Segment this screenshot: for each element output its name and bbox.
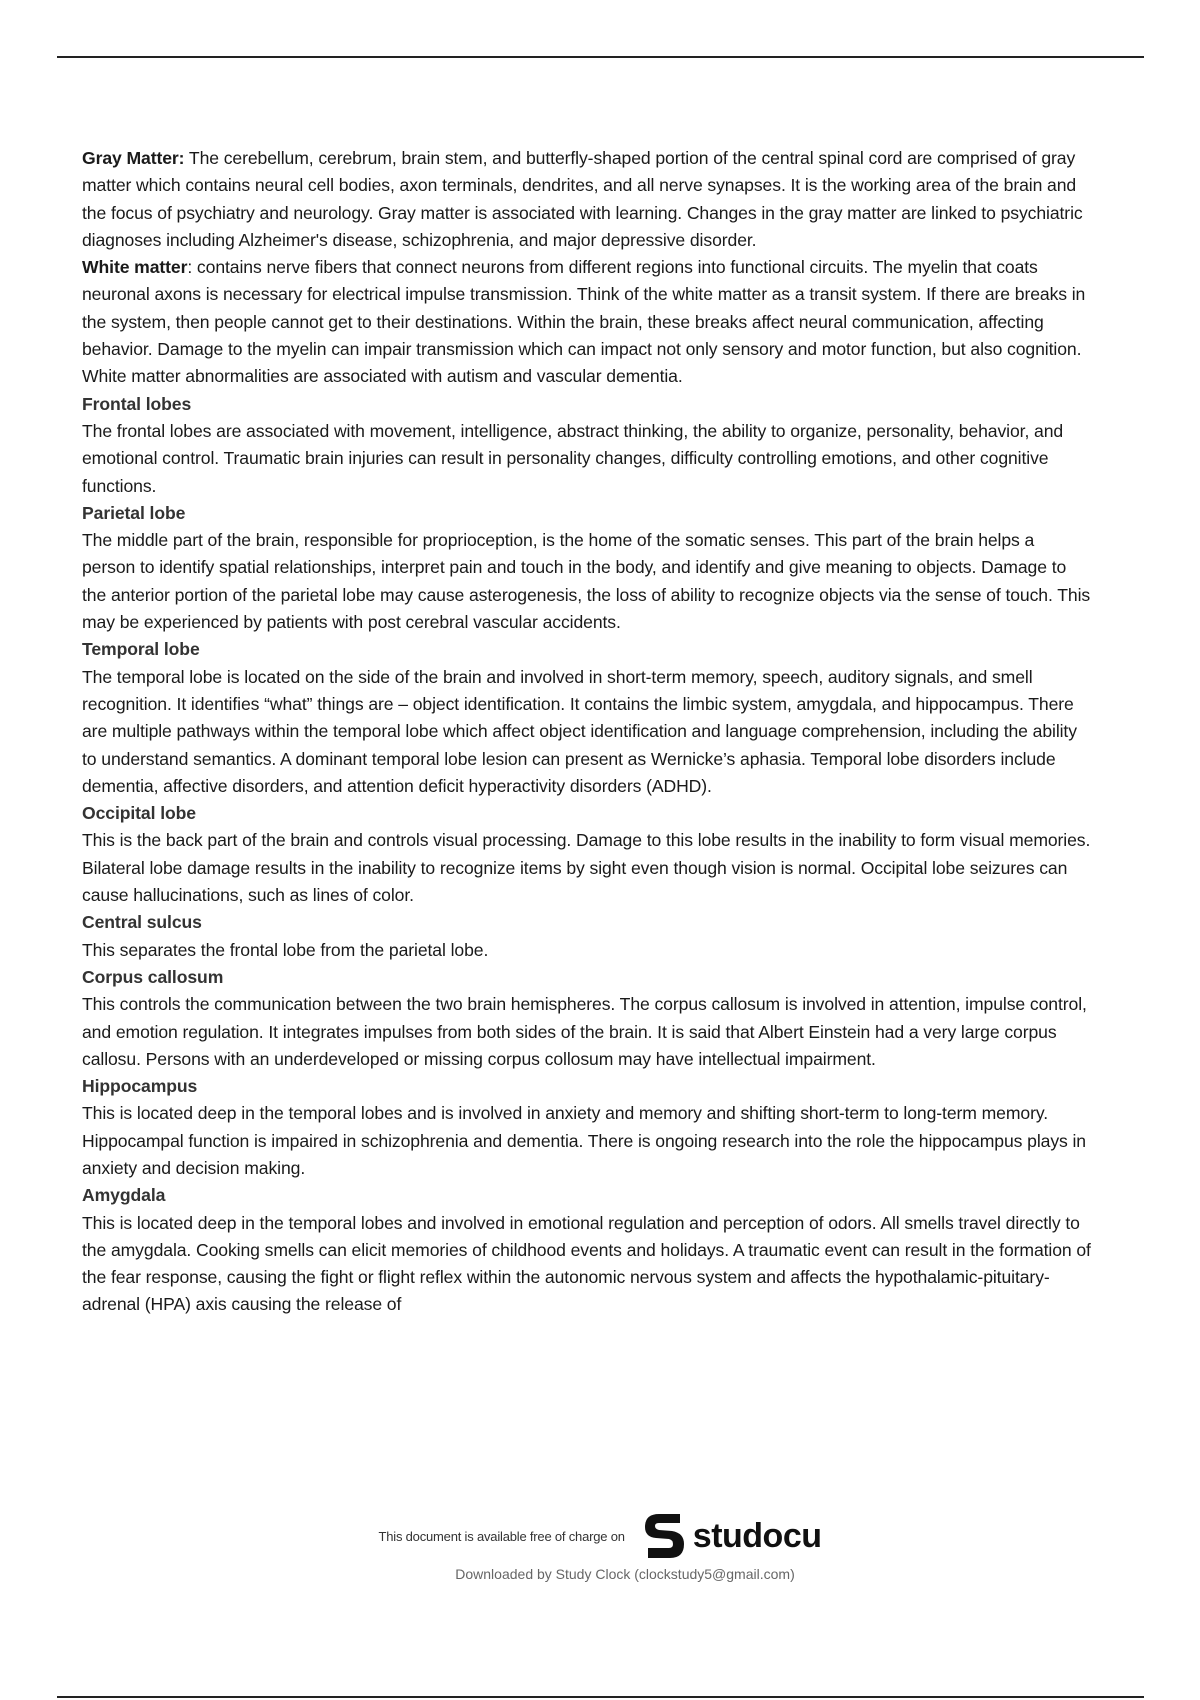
heading-parietal-lobe: Parietal lobe — [82, 502, 186, 523]
text-hippocampus: This is located deep in the temporal lobes and is involved in anxiety and memory and shifting short-term to long-term memory. Hippocampal function is impaired in schizophrenia and dementia. There is ongoing research into the role the hippocampus plays in anxiety and decision making. — [82, 1103, 1086, 1178]
section-white-matter — [82, 254, 1092, 390]
heading-hippocampus: Hippocampus — [82, 1076, 198, 1097]
term-white-matter: White matter — [82, 257, 188, 278]
heading-frontal-lobes: Frontal lobes — [82, 393, 192, 414]
text-corpus-callosum: This controls the communication between the two brain hemispheres. The corpus callosum is involved in attention, impulse control, and emotion regulation. It integrates impulses from both sides of the brain. It is said that Albert Einstein had a very large corpus callosu. Persons with an underdeveloped or missing corpus collosum may have intellectual impairment. — [82, 994, 1087, 1069]
section-gray-matter — [82, 145, 1092, 254]
studocu-brand-name: studocu — [692, 1516, 822, 1555]
top-divider — [57, 56, 1144, 58]
text-central-sulcus: This separates the frontal lobe from the parietal lobe. — [82, 939, 489, 960]
studocu-logo-icon — [639, 1510, 689, 1562]
heading-amygdala: Amygdala — [82, 1185, 166, 1206]
text-amygdala: This is located deep in the temporal lobes and involved in emotional regulation and perception of odors. All smells travel directly to the amygdala. Cooking smells can elicit memories of childhood events and holidays. A traumatic event can result in the formation of the fear response, causing the fight or flight reflex within the autonomic nervous system and affects the hypothalamic-pituitary-adrenal (HPA) axis causing the release of — [82, 1212, 1091, 1315]
heading-central-sulcus: Central sulcus — [82, 912, 202, 933]
text-parietal-lobe: The middle part of the brain, responsible for proprioception, is the home of the somatic senses. This part of the brain helps a person to identify spatial relationships, interpret pain and touch in the body, and identify and give meaning to objects. Damage to the anterior portion of the parietal lobe may cause asterogenesis, the loss of ability to recognize objects via the sense of touch. This may be experienced by patients with post cerebral vascular accidents. — [82, 530, 1091, 633]
term-gray-matter: Gray Matter: — [82, 148, 185, 168]
text-gray-matter: The cerebellum, cerebrum, brain stem, and butterfly-shaped portion of the central spinal cord are comprised of gray matter which contains neural cell bodies, axon terminals, dendrites, and all nerve synapses. It is the working area of the brain and the focus of psychiatry and neurology. Gray matter is associated with learning. Changes in the gray matter are linked to psychiatric diagnoses including Alzheimer's disease, schizophrenia, and major depressive disorder. — [82, 148, 1083, 250]
studocu-brand[interactable] — [639, 1510, 822, 1562]
footer-availability-row — [0, 1510, 1200, 1562]
heading-temporal-lobe: Temporal lobe — [82, 639, 200, 660]
bottom-divider — [57, 1696, 1144, 1698]
text-white-matter: : contains nerve fibers that connect neurons from different regions into functional circuits. The myelin that coats neuronal axons is necessary for electrical impulse transmission. Think of the white matter as a transit system. If there are breaks in the system, then people cannot get to their destinations. Within the brain, these breaks affect neural communication, affecting behavior. Damage to the myelin can impair transmission which can impact not only sensory and motor function, but also cognition. White matter abnormalities are associated with autism and vascular dementia. — [82, 257, 1086, 387]
footer-downloaded-text: Downloaded by Study Clock (clockstudy5@gmail.com) — [455, 1566, 795, 1582]
page-footer — [0, 1510, 1200, 1582]
text-occipital-lobe: This is the back part of the brain and controls visual processing. Damage to this lobe results in the inability to form visual memories. Bilateral lobe damage results in the inability to recognize items by sight even though vision is normal. Occipital lobe seizures can cause hallucinations, such as lines of color. — [82, 830, 1091, 906]
text-temporal-lobe: The temporal lobe is located on the side of the brain and involved in short-term memory, speech, auditory signals, and smell recognition. It identifies “what” things are – object identification. It contains the limbic system, amygdala, and hippocampus. There are multiple pathways within the temporal lobe which affect object identification and language comprehension, including the ability to understand semantics. A dominant temporal lobe lesion can present as Wernicke’s aphasia. Temporal lobe disorders include dementia, affective disorders, and attention deficit hyperactivity disorders (ADHD). — [82, 666, 1077, 796]
heading-occipital-lobe: Occipital lobe — [82, 803, 196, 824]
footer-available-text: This document is available free of charge on — [378, 1528, 625, 1544]
document-body — [82, 145, 1092, 1319]
heading-corpus-callosum: Corpus callosum — [82, 966, 224, 987]
text-frontal-lobes: The frontal lobes are associated with movement, intelligence, abstract thinking, the ability to organize, personality, behavior, and emotional control. Traumatic brain injuries can result in personality changes, difficulty controlling emotions, and other cognitive functions. — [82, 420, 1064, 496]
